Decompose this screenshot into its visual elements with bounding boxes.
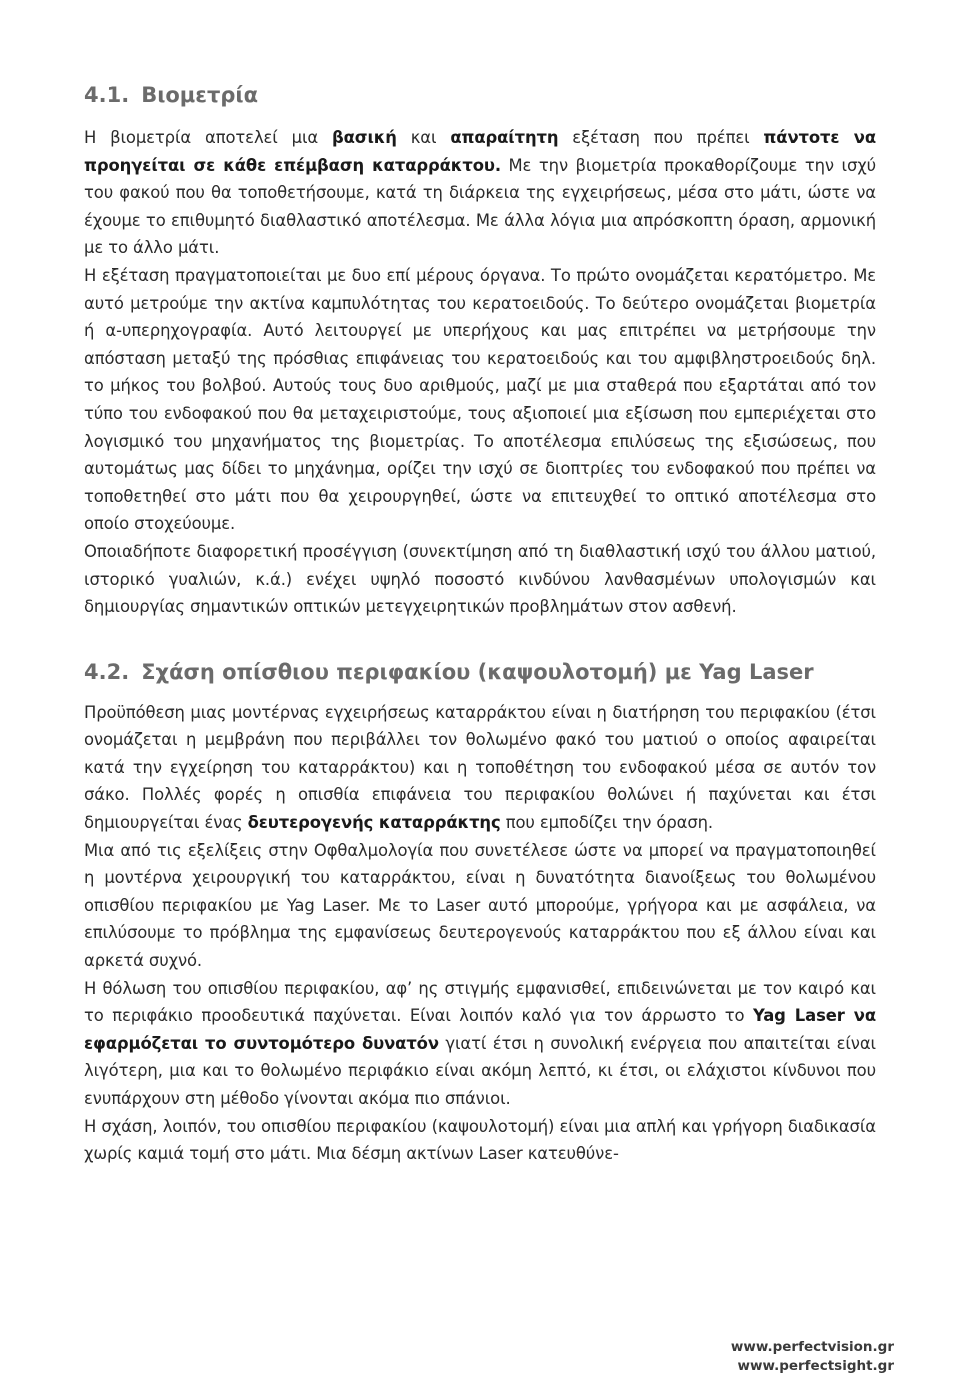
section-title: Βιομετρία [141, 83, 258, 107]
text-run: που εμποδίζει την όραση. [500, 813, 714, 833]
paragraph [84, 837, 876, 975]
section-yag-laser [84, 657, 876, 1168]
footer-websites [731, 1338, 894, 1376]
text-run: Η εξέταση πραγματοποιείται με δυο επί μέρους όργανα. Το πρώτο ονομάζεται κερατόμετρο. Με αυτό μετρούμε την ακτίνα καμπυλότητας του κερατοειδούς. Το δεύτερο ονομάζεται βιομετρία ή α-υπερηχογραφία. Αυτό λειτουργεί με υπερήχους και μας επιτρέπει να μετρήσουμε την απόσταση μεταξύ της πρόσθιας επιφάνειας του κερατοειδούς και του αμφιβληστροειδούς δηλ. το μήκος του βολβού. Αυτούς τους δυο αριθμούς, μαζί με μια σταθερά που εξαρτάται από τον τύπο του ενδοφακού που θα μεταχειριστούμε, τους αξιοποιεί μια εξίσωση που εμπεριέχεται στο λογισμικό του μηχανήματος της βιομετρίας. Το αποτέλεσμα επιλύσεως της εξισώσεως, που αυτομάτως μας δίδει το μηχάνημα, ορίζει την ισχύ σε διοπτρίες του ενδοφακού που πρέπει να τοποθετηθεί στο μάτι που θα χειρουργηθεί, ώστε να επιτευχθεί το οπτικό αποτέλεσμα στο οποίο στοχεύουμε. [84, 265, 876, 534]
section-number: 4.2. [84, 659, 130, 684]
text-run: Με την βιομετρία προκαθορίζουμε την ισχύ του φακού που θα τοποθετήσουμε, κατά τη διάρκεια της εγχειρήσεως, μέσα στο μάτι, ώστε να έχουμε το επιθυμητό διαθλαστικό αποτέλεσμα. Με άλλα λόγια μια απρόσκοπτη όραση, αρμονική με το άλλο μάτι. [84, 155, 876, 258]
bold-text: Yag Laser να εφαρμόζεται το συντομότερο δυνατόν [84, 1006, 876, 1053]
section-number: 4.1. [84, 83, 130, 107]
text-run: Οποιαδήποτε διαφορετική προσέγγιση (συνεκτίμηση από τη διαθλαστική ισχύ του άλλου ματιού, ιστορικό γυαλιών, κ.ά.) ενέχει υψηλό ποσοστό κινδύνου λανθασμένων υπολογισμών και δημιουργίας σημαντικών οπτικών μετεγχειρητικών προβλημάτων στον ασθενή. [84, 541, 876, 617]
paragraph [84, 975, 876, 1113]
bold-text: απαραίτητη [450, 128, 559, 147]
bold-text: πάντοτε να προηγείται σε κάθε επέμβαση καταρράκτου. [84, 128, 877, 175]
text-run: και [396, 128, 451, 147]
section-heading [84, 80, 876, 110]
text-run: Η βιομετρία αποτελεί μια [84, 128, 332, 147]
paragraph [84, 699, 876, 837]
bold-text: βασική [331, 128, 397, 147]
paragraph [84, 262, 876, 538]
section-biometry [84, 80, 876, 621]
bold-text: δευτερογενής καταρράκτης [247, 813, 501, 833]
paragraph [84, 1113, 876, 1168]
text-run: γιατί έτσι η συνολική ενέργεια που απαιτείται είναι λιγότερη, μια και το θολωμένο περιφάκιο είναι ακόμη λεπτό, κι έτσι, οι ελάχιστοι κίνδυνοι που ενυπάρχουν στη μέθοδο γίνονται ακόμα πιο σπάνιοι. [84, 1033, 876, 1108]
text-run: Προϋπόθεση μιας μοντέρνας εγχειρήσεως καταρράκτου είναι η διατήρηση του περιφακίου (έτσι ονομάζεται η μεμβράνη που περιβάλλει τον θολωμένο φακό του ματιού ο οποίος αφαιρείται κατά την εγχείρηση του καταρράκτου) και η τοποθέτηση του ενδοφακού μέσα σε αυτόν τον σάκο. Πολλές φορές η οπισθία επιφάνεια του περιφακίου θολώνει ή παχύνεται και έτσι δημιουργείται ένας [84, 702, 876, 833]
section-heading [84, 657, 876, 687]
text-run: Η θόλωση του οπισθίου περιφακίου, αφ’ ης στιγμής εμφανισθεί, επιδεινώνεται με τον καιρό και το περιφάκιο προοδευτικά παχύνεται. Είναι λοιπόν καλό για τον άρρωστο το [84, 978, 876, 1026]
text-run: εξέταση που πρέπει [558, 128, 764, 147]
section-title: Σχάση οπίσθιου περιφακίου (καψουλοτομή) με Yag Laser [141, 659, 814, 684]
document-page [84, 80, 876, 1168]
text-run: Η σχάση, λοιπόν, του οπισθίου περιφακίου (καψουλοτομή) είναι μια απλή και γρήγορη διαδικασία χωρίς καμιά τομή στο μάτι. Μια δέσμη ακτίνων Laser κατευθύνε- [84, 1116, 876, 1164]
text-run: Μια από τις εξελίξεις στην Οφθαλμολογία που συνετέλεσε ώστε να μπορεί να πραγματοποιηθεί η μοντέρνα χειρουργική του καταρράκτου, είναι η δυνατότητα διανοίξεως του θολωμένου οπισθίου περιφακίου με Yag Laser. Με το Laser αυτό μπορούμε, γρήγορα και με ασφάλεια, να επιλύσουμε το πρόβλημα της εμφανίσεως δευτερογενούς καταρράκτου που εξ άλλου είναι και αρκετά συχνό. [84, 840, 876, 971]
paragraph [84, 124, 876, 262]
footer-url-perfectsight[interactable]: www.perfectsight.gr [737, 1358, 894, 1374]
paragraph [84, 538, 876, 621]
footer-url-perfectvision[interactable]: www.perfectvision.gr [730, 1339, 894, 1355]
